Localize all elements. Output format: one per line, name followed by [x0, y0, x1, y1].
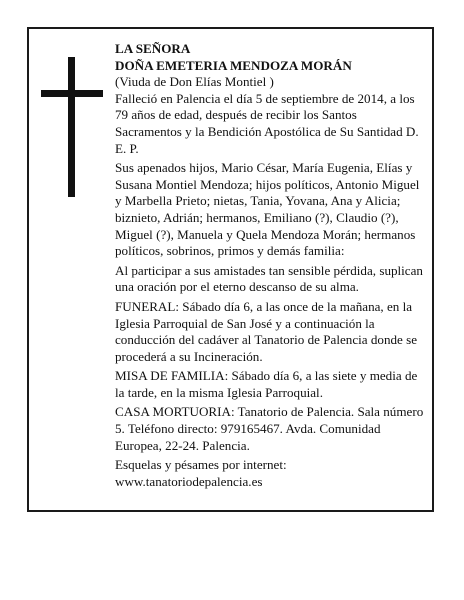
funeral-paragraph: FUNERAL: Sábado día 6, a las once de la mañana, en la Iglesia Parroquial de San José y a continuación la conducción del cadáver al Tanatorio de Palencia donde se procederá a su Incineración. [115, 298, 418, 364]
cross-icon [41, 57, 103, 197]
death-paragraph: Falleció en Palencia el día 5 de septiembre de 2014, a los 79 años de edad, después de recibir los Santos Sacramentos y la Bendición Apostólica de Su Santidad D. E. P. [115, 90, 419, 156]
widow-line: (Viuda de Don Elías Montiel ) [115, 74, 274, 90]
deceased-name: DOÑA EMETERIA MENDOZA MORÁN [115, 57, 352, 73]
cross-vertical-bar [68, 57, 75, 197]
cross-horizontal-bar [41, 90, 103, 97]
website-link[interactable]: www.tanatoriodepalencia.es [115, 473, 263, 489]
notice-text [115, 41, 425, 490]
mass-paragraph: MISA DE FAMILIA: Sábado día 6, a las siete y media de la tarde, en la misma Iglesia Parroquial. [115, 368, 418, 400]
notice-title: LA SEÑORA [115, 41, 191, 56]
family-paragraph: Sus apenados hijos, Mario César, María Eugenia, Elías y Susana Montiel Mendoza; hijos políticos, Antonio Miguel y Marbella Prieto; nietas, Tania, Yovana, Ana y Alicia; biznieto, Adrián; hermanos, Emiliano (?), Claudio (?), Miguel (?), Manuela y Quela Mendoza Morán; hermanos políticos, sobrinos, primos y demás familia: [115, 160, 420, 259]
request-paragraph: Al participar a sus amistades tan sensible pérdida, suplican una oración por el eterno descanso de su alma. [115, 262, 423, 295]
mortuary-paragraph: CASA MORTUORIA: Tanatorio de Palencia. Sala número 5. Teléfono directo: 979165467. Avda. Comunidad Europea, 22-24. Palencia. [115, 404, 424, 453]
internet-label: Esquelas y pésames por internet: [115, 457, 287, 473]
obituary-notice [27, 27, 434, 512]
